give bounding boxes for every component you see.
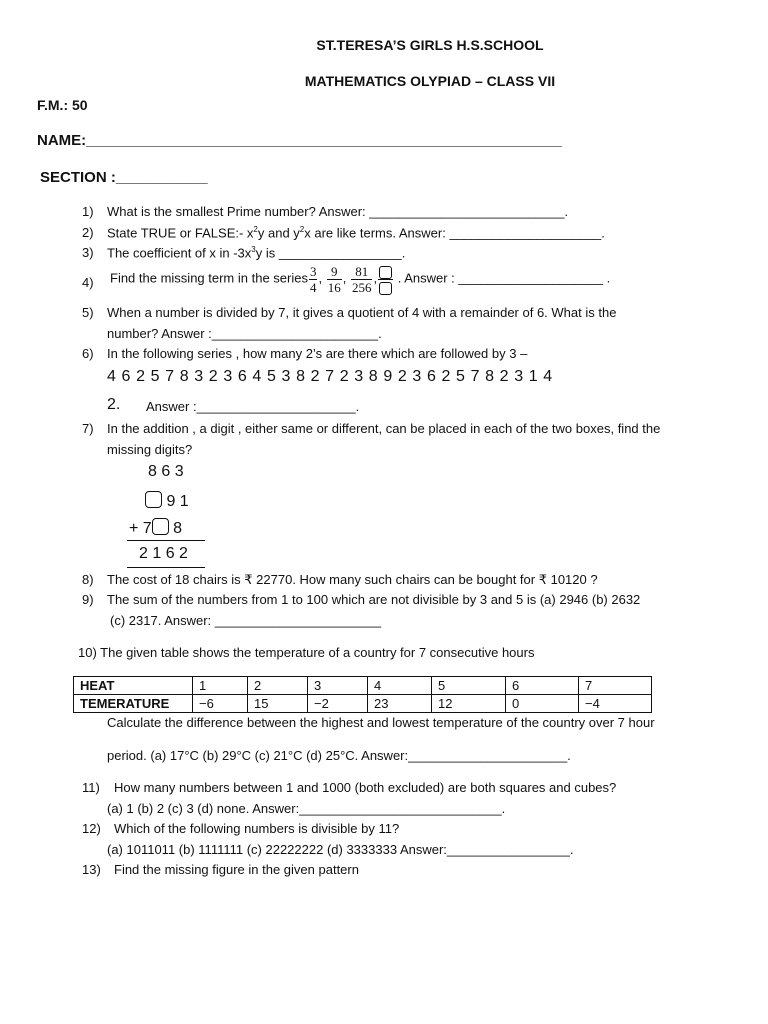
fraction-2: $\frac{9}{16}$ bbox=[327, 263, 341, 295]
q6-series-last: 2. bbox=[107, 396, 121, 413]
q11-text: How many numbers between 1 and 1000 (both excluded) are both squares and cubes? bbox=[114, 780, 617, 795]
q11-number: 11) bbox=[82, 780, 100, 795]
table-cell: 15 bbox=[248, 695, 308, 713]
empty-box-icon bbox=[379, 266, 392, 279]
table-cell: 1 bbox=[193, 677, 248, 695]
addition-line bbox=[127, 540, 205, 541]
q4-number: 4) bbox=[82, 275, 94, 290]
q1-text: What is the smallest Prime number? Answer: ___________________________. bbox=[107, 204, 569, 219]
q13-number: 13) bbox=[82, 862, 101, 877]
fraction-3: $\frac{81}{256}$ bbox=[351, 263, 372, 295]
q1-number: 1) bbox=[82, 204, 94, 219]
q11-options: (a) 1 (b) 2 (c) 3 (d) none. Answer:____________________________. bbox=[107, 801, 506, 816]
addition-row-3: + 7 8 bbox=[129, 520, 183, 537]
q6-series: 4 6 2 5 7 8 3 2 3 6 4 5 3 8 2 7 2 3 8 9 2 3 6 2 5 7 8 2 3 1 4 bbox=[107, 368, 553, 385]
table-cell: HEAT bbox=[74, 677, 193, 695]
q8-text: The cost of 18 chairs is ₹ 22770. How many such chairs can be bought for ₹ 10120 ? bbox=[107, 572, 598, 587]
q9-line2: (c) 2317. Answer: _______________________ bbox=[110, 613, 382, 628]
table-cell: 12 bbox=[432, 695, 506, 713]
q6-text: In the following series , how many 2’s are there which are followed by 3 – bbox=[107, 346, 528, 361]
table-cell: 23 bbox=[368, 695, 432, 713]
q3-number: 3) bbox=[82, 245, 94, 260]
table-cell: 5 bbox=[432, 677, 506, 695]
table-cell: 0 bbox=[506, 695, 579, 713]
temperature-table bbox=[73, 676, 652, 713]
fraction-1: $\frac{3}{4}$ bbox=[309, 263, 317, 295]
q7-line2: missing digits? bbox=[107, 442, 193, 457]
table-cell: 2 bbox=[248, 677, 308, 695]
empty-box-icon bbox=[379, 282, 392, 295]
full-marks: F.M.: 50 bbox=[37, 97, 88, 113]
q10-text: 10) The given table shows the temperature of a country for 7 consecutive hours bbox=[78, 645, 535, 660]
addition-underline bbox=[127, 567, 205, 568]
name-field[interactable]: NAME:_________________________________________________________ bbox=[37, 132, 562, 149]
table-cell: −4 bbox=[579, 695, 652, 713]
table-row bbox=[74, 695, 652, 713]
table-cell: −2 bbox=[308, 695, 368, 713]
exam-title: MATHEMATICS OLYPIAD – CLASS VII bbox=[304, 73, 556, 89]
empty-box-icon bbox=[152, 518, 169, 535]
q7-line1: In the addition , a digit , either same or different, can be placed in each of the two boxes, find the bbox=[107, 421, 661, 436]
q3-text: The coefficient of x in $-3x^3y$ is _________________. bbox=[107, 245, 406, 261]
q10-line2: period. (a) 17°C (b) 29°C (c) 21°C (d) 25°C. Answer:______________________. bbox=[107, 748, 571, 763]
q6-answer: Answer :______________________. bbox=[146, 399, 360, 414]
empty-box-icon bbox=[145, 491, 162, 508]
table-cell: TEMERATURE bbox=[74, 695, 193, 713]
table-cell: 7 bbox=[579, 677, 652, 695]
addition-sum: 2 1 6 2 bbox=[139, 545, 188, 562]
q6-number: 6) bbox=[82, 346, 94, 361]
q9-number: 9) bbox=[82, 592, 94, 607]
q13-text: Find the missing figure in the given pattern bbox=[114, 862, 359, 877]
table-cell: 3 bbox=[308, 677, 368, 695]
q2-text: State TRUE or FALSE:- $x^2y$ and $y^2x$ are like terms. Answer: _____________________. bbox=[107, 225, 605, 241]
table-cell: −6 bbox=[193, 695, 248, 713]
q10-line1: Calculate the difference between the highest and lowest temperature of the country over 7 hour bbox=[107, 715, 655, 730]
q12-text: Which of the following numbers is divisible by 11? bbox=[114, 821, 400, 836]
q12-options: (a) 1011011 (b) 1111111 (c) 22222222 (d) 3333333 Answer:_________________. bbox=[107, 842, 574, 857]
school-title: ST.TERESA’S GIRLS H.S.SCHOOL bbox=[316, 37, 544, 53]
table-cell: 6 bbox=[506, 677, 579, 695]
q2-number: 2) bbox=[82, 225, 94, 240]
addition-row-2: 9 1 bbox=[145, 491, 189, 511]
fraction-missing bbox=[378, 263, 393, 295]
table-row bbox=[74, 677, 652, 695]
addition-row-1: 8 6 3 bbox=[148, 463, 184, 480]
q4-text: Find the missing term in the series $\frac{3}{4}$ , $\frac{9}{16}$ , $\frac{81}{256}$ , . Answer : ____________________ . bbox=[110, 263, 611, 295]
q12-number: 12) bbox=[82, 821, 101, 836]
q7-number: 7) bbox=[82, 421, 94, 436]
q5-line2: number? Answer :_______________________. bbox=[107, 326, 382, 341]
q9-line1: The sum of the numbers from 1 to 100 which are not divisible by 3 and 5 is (a) 2946 (b) 2632 bbox=[107, 592, 641, 607]
q5-line1: When a number is divided by 7, it gives a quotient of 4 with a remainder of 6. What is the bbox=[107, 305, 617, 320]
table-cell: 4 bbox=[368, 677, 432, 695]
section-field[interactable]: SECTION :___________ bbox=[40, 169, 208, 186]
q8-number: 8) bbox=[82, 572, 94, 587]
q5-number: 5) bbox=[82, 305, 94, 320]
